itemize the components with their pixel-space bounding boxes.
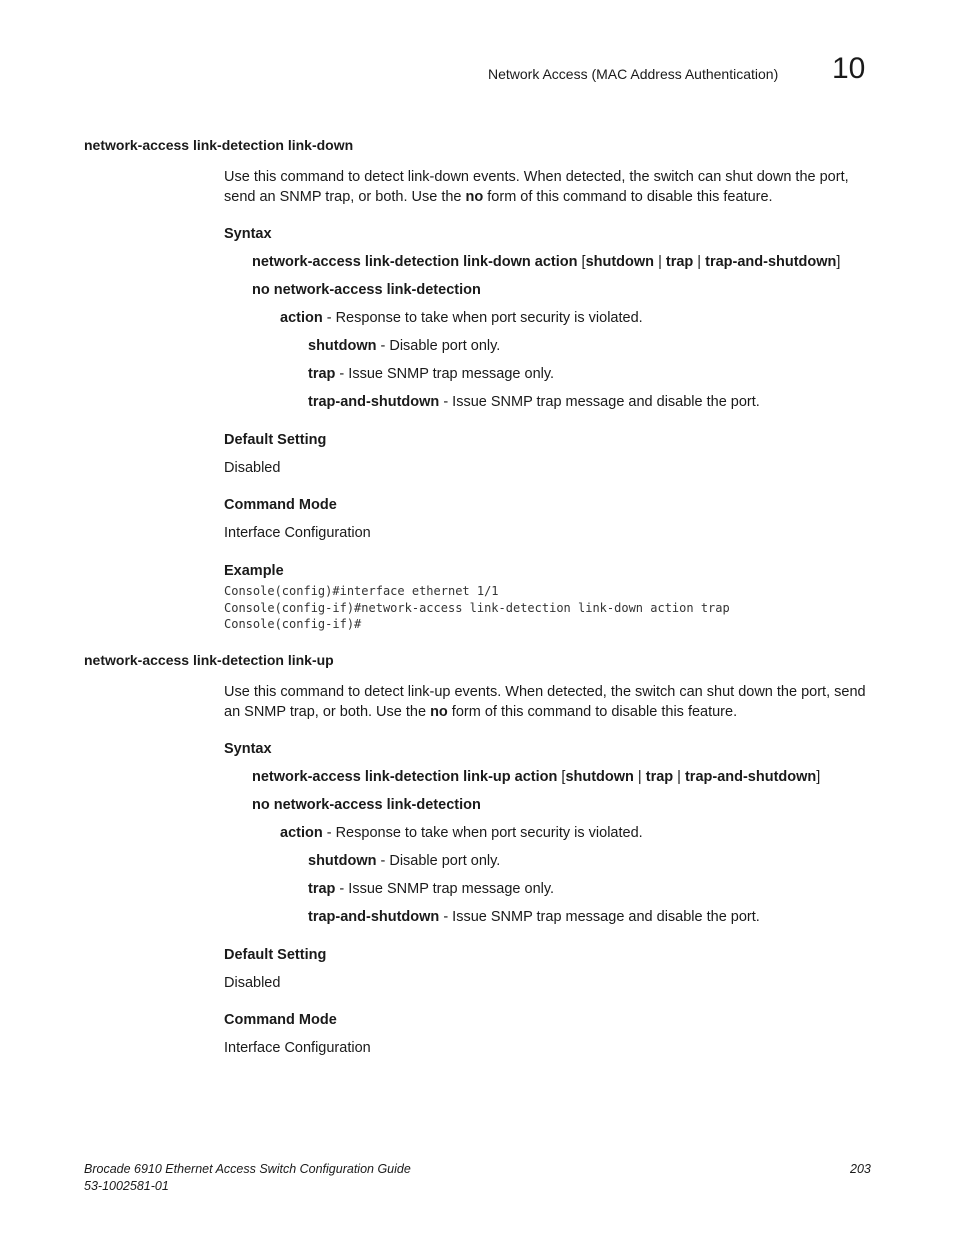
default-setting-value: Disabled [224,460,281,476]
param-desc: - Disable port only. [376,853,501,869]
param-shutdown [308,338,500,354]
chapter-number: 10 [832,52,866,85]
syntax-command: network-access link-detection link-up action [shutdown | trap | trap-and-shutdown] [252,769,821,785]
description-text: form of this command to disable this feature. [483,188,773,205]
section-description [224,168,869,207]
param-action [280,825,643,841]
syntax-heading: Syntax [224,741,272,757]
param-trap-and-shutdown [308,394,760,410]
description-text: form of this command to disable this feature. [447,703,738,720]
param-action [280,310,643,326]
option-shutdown: shutdown [565,769,634,785]
example-heading: Example [224,563,284,579]
command-mode-value: Interface Configuration [224,1040,371,1056]
param-trap [308,881,554,897]
param-trap [308,366,554,382]
param-desc: - Response to take when port security is violated. [322,310,643,326]
command-text: network-access link-detection link-down action [252,254,578,270]
default-setting-heading: Default Setting [224,432,327,448]
param-desc: - Response to take when port security is violated. [322,825,643,841]
footer-doc-title: Brocade 6910 Ethernet Access Switch Configuration Guide [84,1162,411,1176]
param-label: trap [308,881,336,897]
no-keyword: no [430,703,448,720]
running-header-title: Network Access (MAC Address Authentication) [488,66,779,82]
default-setting-heading: Default Setting [224,947,327,963]
param-label: trap-and-shutdown [308,394,440,410]
param-desc: - Issue SNMP trap message only. [335,881,555,897]
param-desc: - Disable port only. [376,338,501,354]
param-trap-and-shutdown [308,909,760,925]
option-trap: trap [665,254,694,270]
description-text: Use this command to detect link-up events. When detected, the switch can shut down the port, send an SNMP trap, or both. Use the [224,684,866,720]
example-code: Console(config)#interface ethernet 1/1 Console(config-if)#network-access link-detection link-down action trap Console(config-if)# [224,584,730,631]
command-mode-heading: Command Mode [224,1012,337,1028]
option-trap-and-shutdown: trap-and-shutdown [705,254,837,270]
command-text: network-access link-detection link-up action [252,769,558,785]
param-label: shutdown [308,853,377,869]
footer-doc-number: 53-1002581-01 [84,1179,169,1193]
option-trap-and-shutdown: trap-and-shutdown [684,769,817,785]
param-label: trap-and-shutdown [308,909,440,925]
param-label: trap [308,366,336,382]
command-mode-heading: Command Mode [224,497,337,513]
param-shutdown [308,853,500,869]
param-desc: - Issue SNMP trap message and disable the port. [439,909,760,925]
option-trap: trap [645,769,674,785]
command-mode-value: Interface Configuration [224,525,371,541]
param-label: action [280,310,323,326]
option-shutdown: shutdown [585,254,655,270]
param-label: shutdown [308,338,377,354]
section-title-link-down: network-access link-detection link-down [84,137,354,153]
section-title-link-up: network-access link-detection link-up [84,652,334,668]
syntax-no-form: no network-access link-detection [252,282,481,298]
param-desc: - Issue SNMP trap message and disable the port. [439,394,760,410]
page-number: 203 [850,1162,871,1176]
no-keyword: no [465,188,484,205]
param-desc: - Issue SNMP trap message only. [335,366,555,382]
section-description [224,683,869,722]
default-setting-value: Disabled [224,975,281,991]
description-text: Use this command to detect link-down events. When detected, the switch can shut down the port, send an SNMP trap, or both. Use the [224,169,849,205]
syntax-heading: Syntax [224,226,272,242]
syntax-no-form: no network-access link-detection [252,797,481,813]
syntax-command: network-access link-detection link-down action [shutdown | trap | trap-and-shutdown] [252,254,841,270]
param-label: action [280,825,323,841]
